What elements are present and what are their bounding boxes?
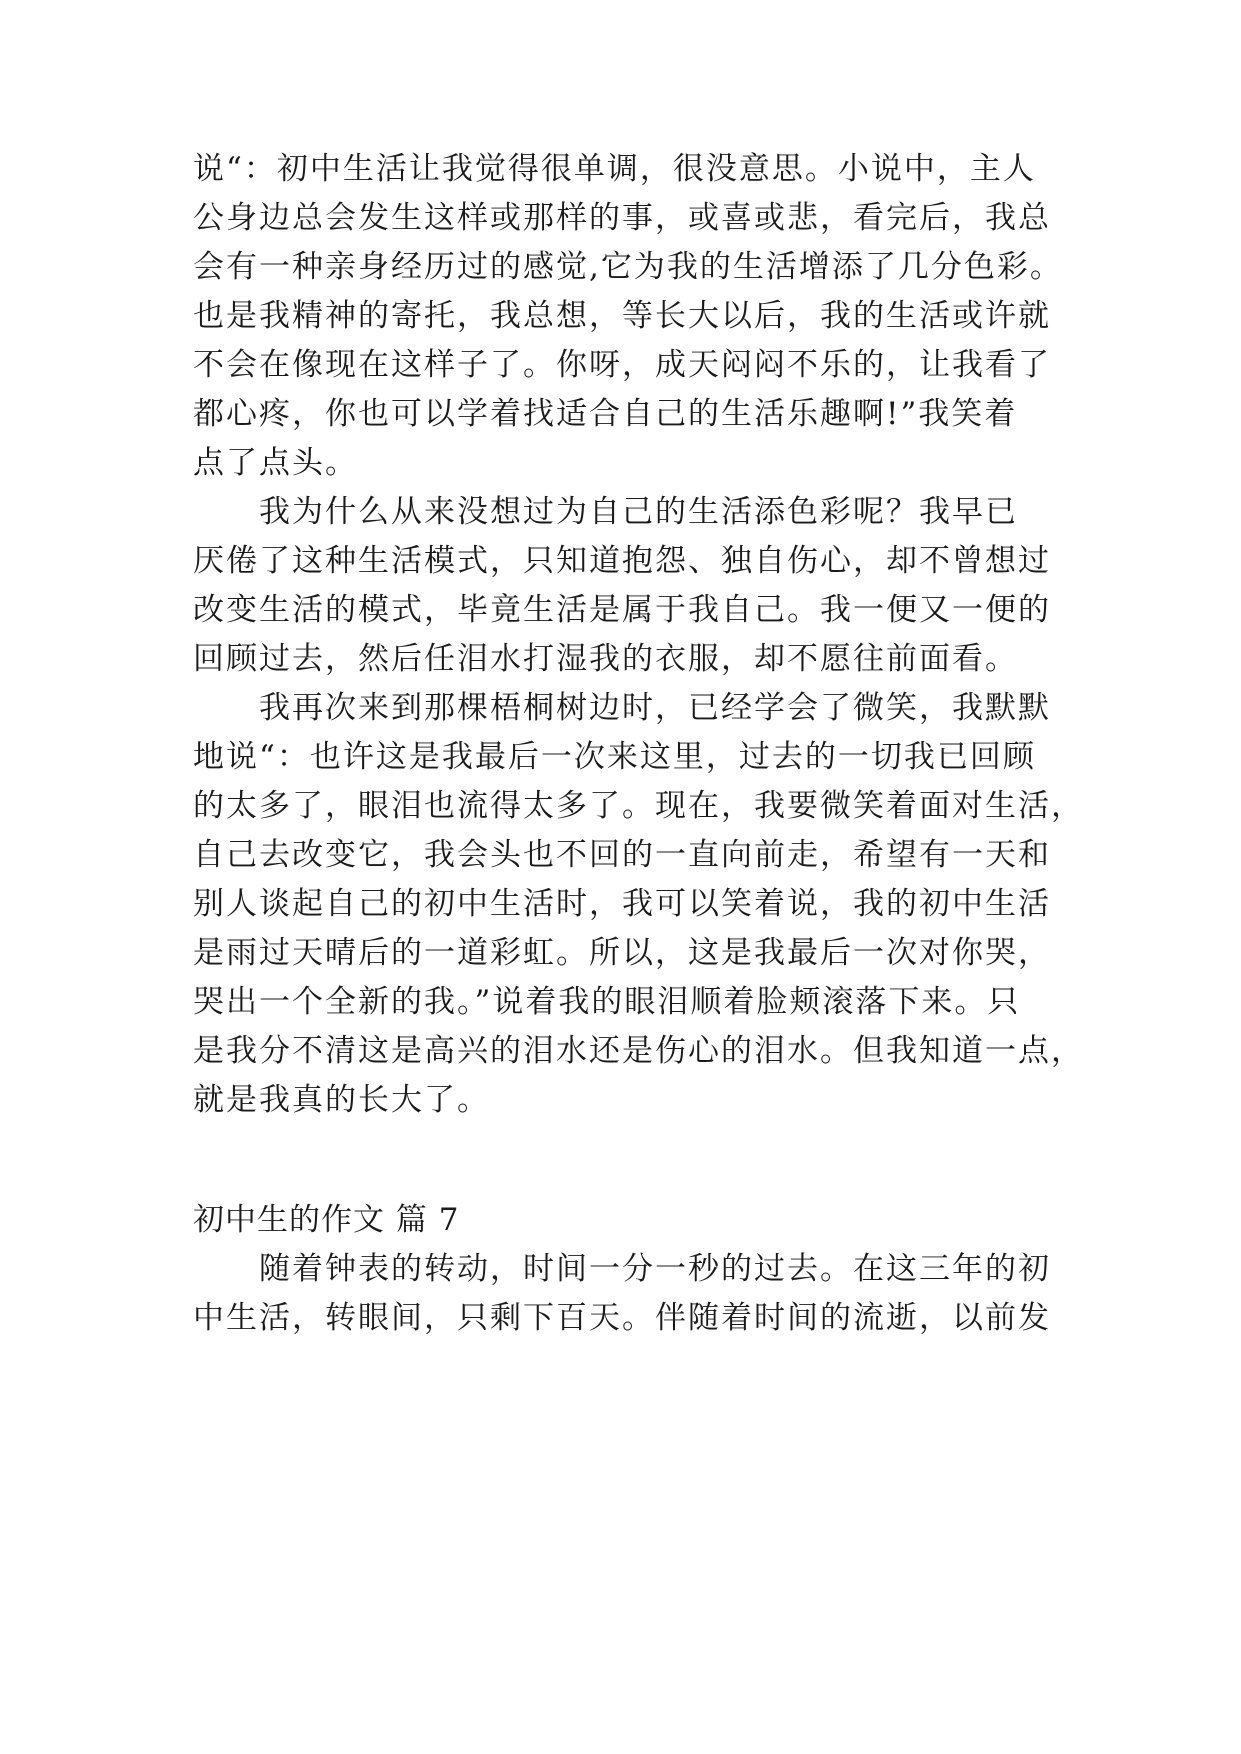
paragraph-first-line: 我为什么从来没想过为自己的生活添色彩呢？我早已 (259, 494, 1018, 530)
text-line: 点了点头。 (193, 445, 358, 481)
text-line: 说“：初中生活让我觉得很单调，很没意思。小说中，主人 (193, 151, 1036, 187)
text-line: 会有一种亲身经历过的感觉,它为我的生活增添了几分色彩。 (193, 249, 1063, 285)
text-line: 地说“：也许这是我最后一次来这里，过去的一切我已回顾 (193, 739, 1036, 775)
paragraph-first-line: 我再次来到那棵梧桐树边时，已经学会了微笑，我默默 (259, 690, 1051, 726)
text-line: 改变生活的模式，毕竟生活是属于我自己。我一便又一便的 (193, 592, 1051, 628)
text-line: 都心疼，你也可以学着找适合自己的生活乐趣啊!”我笑着 (193, 396, 1018, 432)
text-line: 是我分不清这是高兴的泪水还是伤心的泪水。但我知道一点， (193, 1033, 1084, 1069)
text-line: 也是我精神的寄托，我总想，等长大以后，我的生活或许就 (193, 298, 1051, 334)
text-line: 是雨过天晴后的一道彩虹。所以，这是我最后一次对你哭， (193, 935, 1051, 971)
text-line: 中生活，转眼间，只剩下百天。伴随着时间的流逝，以前发 (193, 1300, 1051, 1336)
text-line: 就是我真的长大了。 (193, 1082, 490, 1118)
text-line: 自己去改变它，我会头也不回的一直向前走，希望有一天和 (193, 837, 1051, 873)
section-heading: 初中生的作文 篇 7 (193, 1202, 460, 1238)
text-line: 的太多了，眼泪也流得太多了。现在，我要微笑着面对生活， (193, 788, 1084, 824)
text-line: 公身边总会发生这样或那样的事，或喜或悲，看完后，我总 (193, 200, 1051, 236)
paragraph-first-line: 随着钟表的转动，时间一分一秒的过去。在这三年的初 (259, 1251, 1051, 1287)
text-line: 回顾过去，然后任泪水打湿我的衣服，却不愿往前面看。 (193, 641, 1018, 677)
text-line: 不会在像现在这样子了。你呀，成天闷闷不乐的，让我看了 (193, 347, 1051, 383)
text-line: 别人谈起自己的初中生活时，我可以笑着说，我的初中生活 (193, 886, 1051, 922)
text-line: 哭出一个全新的我。”说着我的眼泪顺着脸颊滚落下来。只 (193, 984, 1021, 1020)
text-line: 厌倦了这种生活模式，只知道抱怨、独自伤心，却不曾想过 (193, 543, 1051, 579)
